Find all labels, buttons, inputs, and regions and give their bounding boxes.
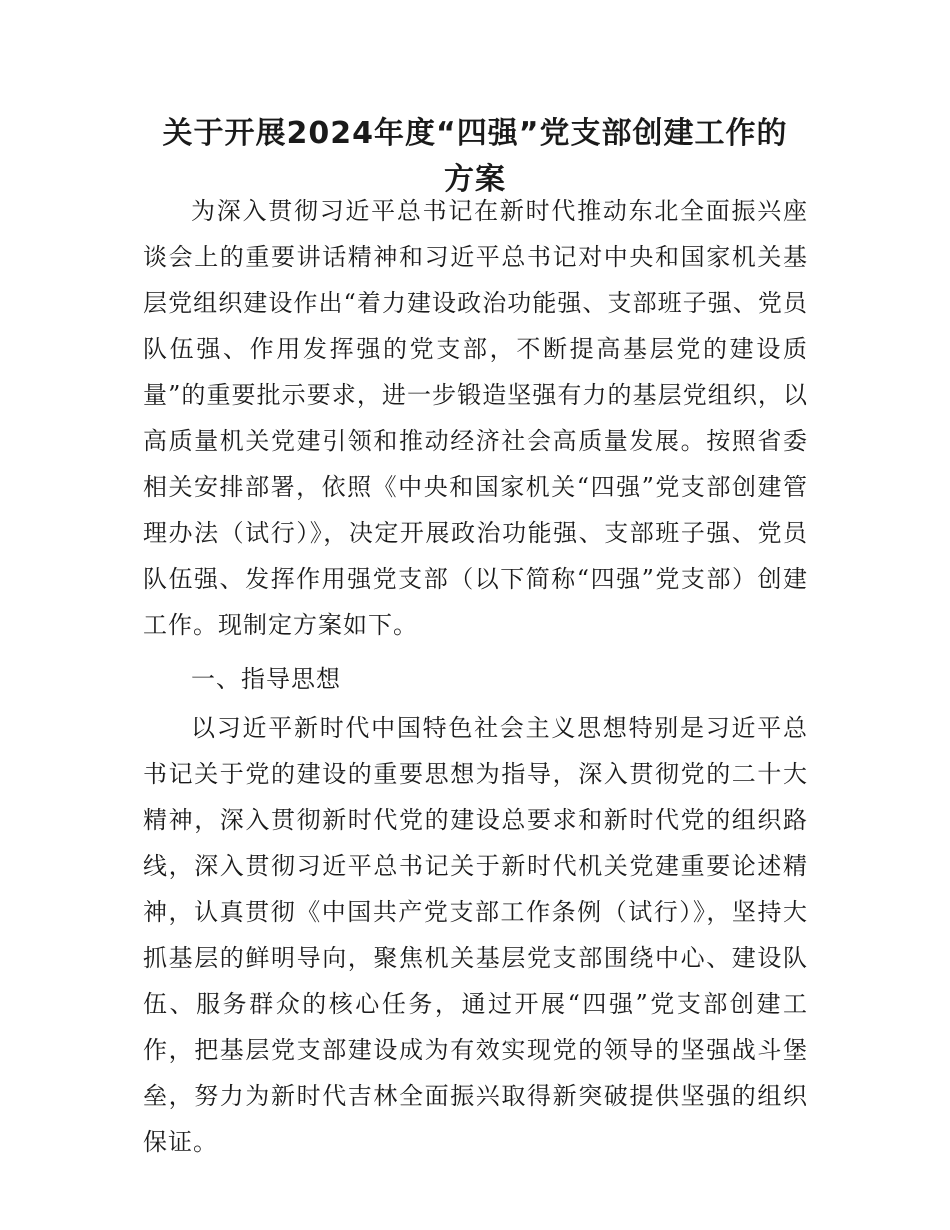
section-1-heading: 一、指导思想 <box>191 665 341 693</box>
intro-paragraph: 为深入贯彻习近平总书记在新时代推动东北全面振兴座谈会上的重要讲话精神和习近平总书记对中央和国家机关基层党组织建设作出“着力建设政治功能强、支部班子强、党员队伍强、作用发挥强的党支部，不断提高基层党的建设质量”的重要批示要求，进一步锻造坚强有力的基层党组织，以高质量机关党建引领和推动经济社会高质量发展。按照省委相关安排部署，依照《中央和国家机关“四强”党支部创建管理办法（试行）》，决定开展政治功能强、支部班子强、党员队伍强、发挥作用强党支部（以下简称“四强”党支部）创建工作。现制定方案如下。 <box>143 197 808 639</box>
section-1-paragraph: 以习近平新时代中国特色社会主义思想特别是习近平总书记关于党的建设的重要思想为指导，深入贯彻党的二十大精神，深入贯彻新时代党的建设总要求和新时代党的组织路线，深入贯彻习近平总书记关于新时代机关党建重要论述精神，认真贯彻《中国共产党支部工作条例（试行）》，坚持大抓基层的鲜明导向，聚焦机关基层党支部围绕中心、建设队伍、服务群众的核心任务，通过开展“四强”党支部创建工作，把基层党支部建设成为有效实现党的领导的坚强战斗堡垒，努力为新时代吉林全面振兴取得新突破提供坚强的组织保证。 <box>143 714 808 1156</box>
document-title-line-2: 方案 <box>444 162 506 197</box>
document-title-line-1: 关于开展2024年度“四强”党支部创建工作的 <box>162 116 788 151</box>
